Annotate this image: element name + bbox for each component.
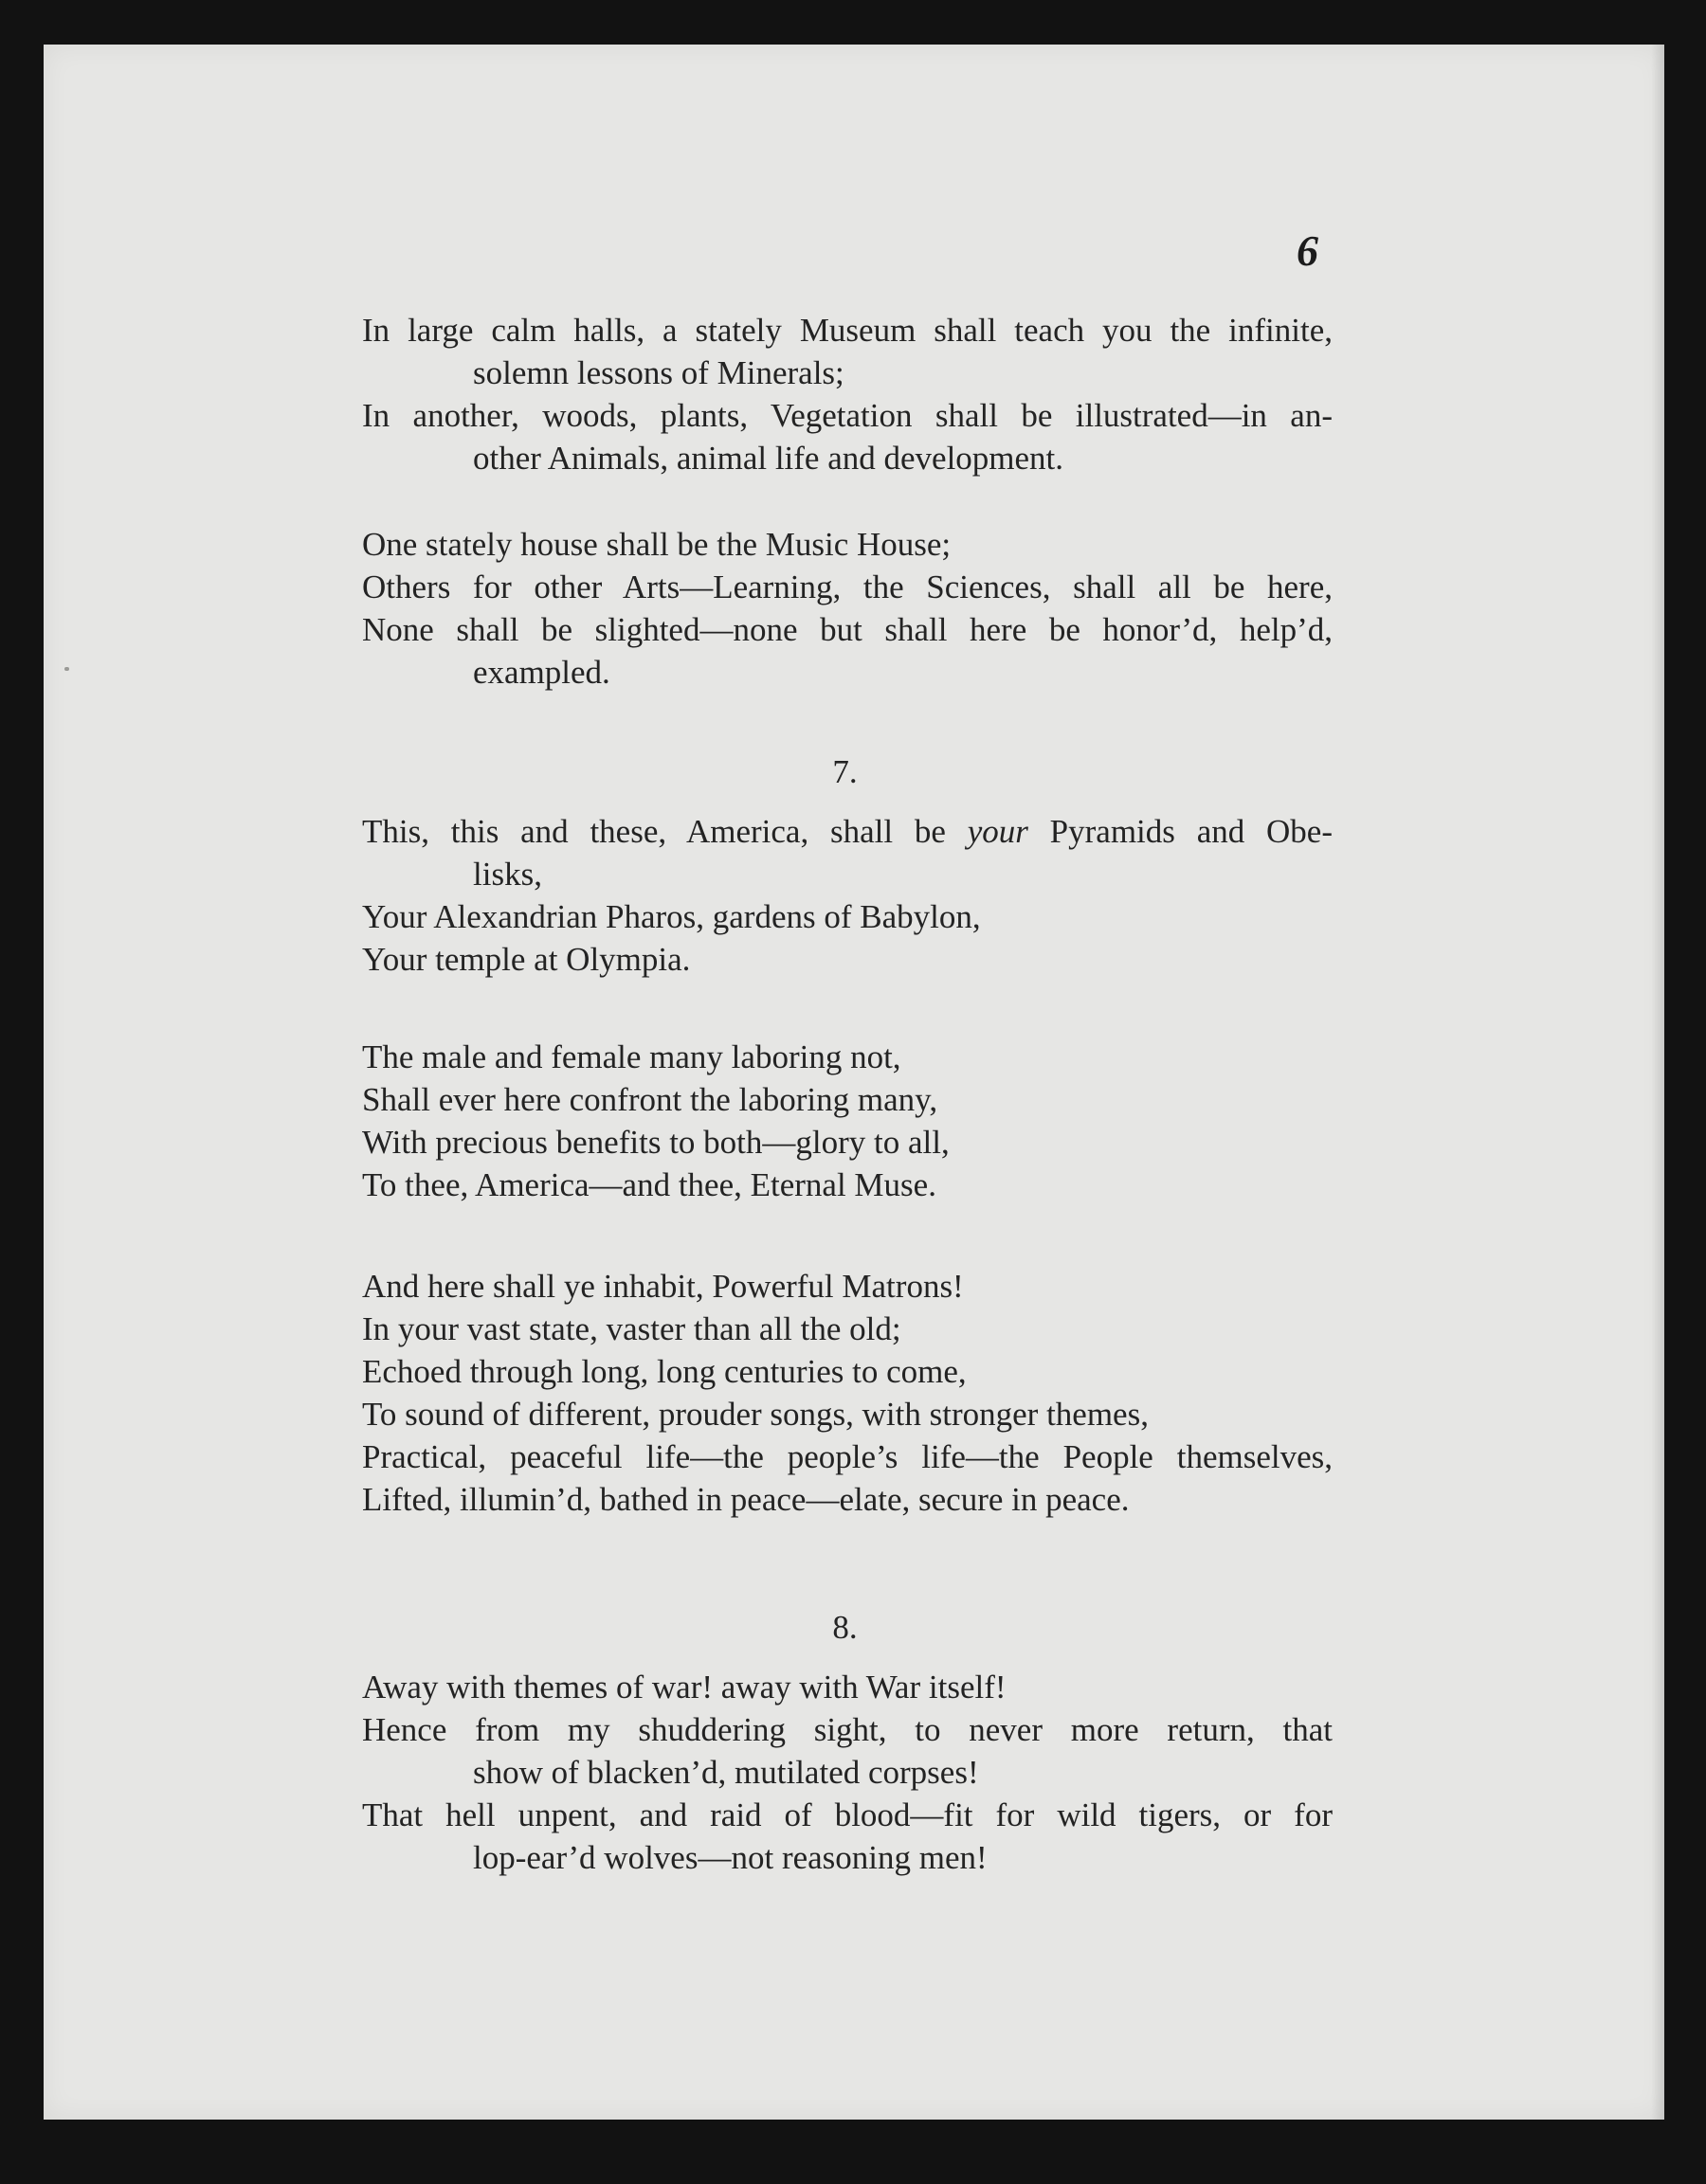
poem-line: With precious benefits to both—glory to all,: [362, 1124, 950, 1161]
poem-line-part: Pyramids and Obe-: [1027, 813, 1333, 850]
poem-line-continuation: solemn lessons of Minerals;: [473, 354, 844, 391]
poem-line: Echoed through long, long centuries to come,: [362, 1353, 967, 1390]
poem-line: [362, 810, 1333, 853]
poem-line-continuation: lisks,: [473, 856, 542, 893]
section-number-8: 8.: [832, 1609, 858, 1646]
poem-line: In another, woods, plants, Vegetation shall be illustrated—in an-: [362, 397, 1333, 434]
poem-text: [362, 309, 1333, 1879]
stanza-4: [362, 1036, 1333, 1206]
poem-line: To thee, America—and thee, Eternal Muse.: [362, 1166, 936, 1203]
poem-line-continuation: lop-ear’d wolves—not reasoning men!: [473, 1839, 988, 1876]
poem-line: Practical, peaceful life—the people’s life—the People themselves,: [362, 1438, 1333, 1475]
poem-line: Away with themes of war! away with War itself!: [362, 1669, 1007, 1706]
poem-line: Your Alexandrian Pharos, gardens of Babylon,: [362, 898, 981, 935]
stanza-2: [362, 523, 1333, 694]
stanza-5: [362, 1265, 1333, 1521]
emphasized-word: your: [967, 813, 1028, 850]
poem-line: And here shall ye inhabit, Powerful Matrons!: [362, 1268, 964, 1305]
poem-line-continuation: exampled.: [473, 654, 610, 691]
poem-line: To sound of different, prouder songs, with stronger themes,: [362, 1396, 1149, 1433]
stray-mark: [64, 667, 69, 671]
stanza-6: [362, 1666, 1333, 1879]
sheet-edge-shadow: [1651, 45, 1664, 2120]
poem-line: Hence from my shuddering sight, to never more return, that: [362, 1711, 1333, 1748]
poem-line: Others for other Arts—Learning, the Sciences, shall all be here,: [362, 569, 1333, 605]
poem-line-continuation: show of blacken’d, mutilated corpses!: [473, 1754, 979, 1791]
stanza-3: [362, 810, 1333, 981]
page-number: 6: [1297, 226, 1318, 275]
poem-line: In your vast state, vaster than all the old;: [362, 1310, 901, 1347]
section-number-7: 7.: [832, 753, 858, 790]
poem-line: Shall ever here confront the laboring many,: [362, 1081, 938, 1118]
poem-line: The male and female many laboring not,: [362, 1038, 901, 1075]
stanza-1: [362, 309, 1333, 479]
poem-line: One stately house shall be the Music House;: [362, 526, 952, 563]
poem-line: Lifted, illumin’d, bathed in peace—elate, secure in peace.: [362, 1481, 1130, 1518]
poem-line: Your temple at Olympia.: [362, 941, 691, 978]
poem-line: That hell unpent, and raid of blood—fit for wild tigers, or for: [362, 1796, 1333, 1833]
poem-line: None shall be slighted—none but shall here be honor’d, help’d,: [362, 611, 1333, 648]
poem-line-part: This, this and these, America, shall be: [362, 813, 968, 850]
poem-line: In large calm halls, a stately Museum shall teach you the infinite,: [362, 312, 1333, 349]
poem-line-continuation: other Animals, animal life and development.: [473, 440, 1064, 477]
